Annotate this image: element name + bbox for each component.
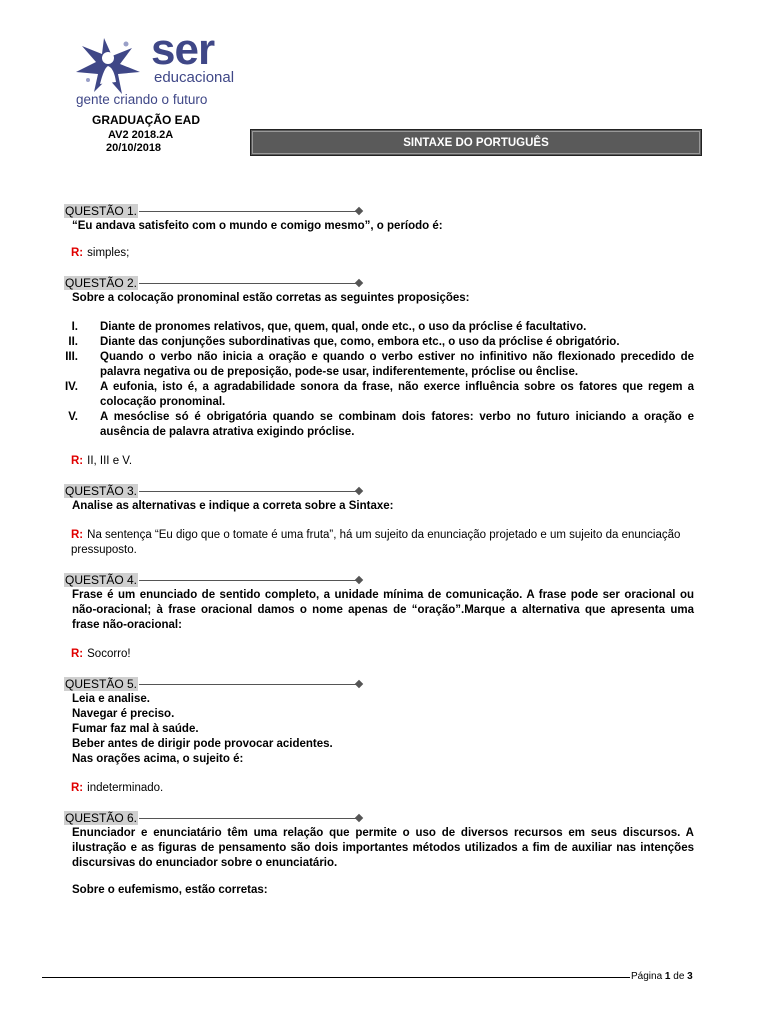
brand-logo <box>74 25 235 110</box>
answer-label: R: <box>71 455 84 467</box>
star-person-logo-icon <box>74 36 146 94</box>
question-6 <box>64 810 694 898</box>
question-divider-arrow <box>139 684 359 685</box>
question-text-line: Beber antes de dirigir pode provocar acidentes. <box>72 738 333 750</box>
question-text-line: Leia e analise. <box>72 693 150 705</box>
brand-name: ser <box>151 25 215 74</box>
answer <box>64 246 694 261</box>
question-label: QUESTÃO 5. <box>65 677 138 691</box>
answer <box>64 781 694 796</box>
question-text <box>64 588 694 633</box>
answer <box>64 454 694 469</box>
question-header <box>64 203 694 219</box>
question-header <box>64 275 694 291</box>
question-text <box>64 291 694 306</box>
question-text-line: Sobre a colocação pronominal estão corretas as seguintes proposições: <box>72 292 470 304</box>
question-header <box>64 810 694 826</box>
proposition-item <box>64 350 694 380</box>
question-1 <box>64 203 694 261</box>
question-text-line: Nas orações acima, o sujeito é: <box>72 753 244 765</box>
question-divider-arrow <box>139 818 359 819</box>
proposition-text: Diante de pronomes relativos, que, quem, qual, onde etc., o uso da próclise é facultativo. <box>100 321 587 333</box>
brand-sub: educacional <box>154 69 235 86</box>
question-divider-arrow <box>139 283 359 284</box>
question-subtext <box>64 883 694 898</box>
proposition-item <box>64 380 694 410</box>
proposition-item <box>64 410 694 440</box>
proposition-number: V. <box>68 411 78 423</box>
answer-label: R: <box>71 529 84 541</box>
question-text-line: Enunciador e enunciatário têm uma relação que permite o uso de diversos recursos em seus discursos. A ilustração e as figuras de pensamento são dois importantes métodos utilizados a fim de auxiliar nas intenções discursivas do enunciador sobre o enunciatário. <box>72 827 694 869</box>
question-text <box>64 826 694 871</box>
answer-text: indeterminado. <box>87 782 164 794</box>
question-header <box>64 572 694 588</box>
question-text-line: Frase é um enunciado de sentido completo, a unidade mínima de comunicação. A frase pode ser oracional ou não-oracional; à frase oracional damos o nome apenas de “oração”.Marque a alternativa que apresenta uma frase não-oracional: <box>72 589 694 631</box>
answer-label: R: <box>71 648 84 660</box>
proposition-text: A mesóclise só é obrigatória quando se combinam dois fatores: verbo no futuro iniciando a oração e ausência de palavra atrativa exigindo próclise. <box>100 411 694 438</box>
propositions-list <box>64 320 694 440</box>
proposition-number: II. <box>68 336 78 348</box>
answer-text: II, III e V. <box>87 455 133 467</box>
answer-text: Na sentença “Eu digo que o tomate é uma fruta”, há um sujeito da enunciação projetado e um sujeito da enunciação pressuposto. <box>71 529 681 556</box>
question-divider-arrow <box>139 491 359 492</box>
question-divider-arrow <box>139 211 359 212</box>
footer-divider <box>42 977 630 978</box>
questions-list <box>64 203 694 910</box>
question-text-line: Fumar faz mal à saúde. <box>72 723 199 735</box>
page-of-label: de <box>673 971 685 982</box>
question-text-line: Sobre o eufemismo, estão corretas: <box>72 884 268 896</box>
page-number <box>631 971 693 983</box>
answer <box>64 647 694 662</box>
question-header <box>64 676 694 692</box>
question-label: QUESTÃO 6. <box>65 811 138 825</box>
page-total: 3 <box>687 971 693 982</box>
answer <box>64 528 694 558</box>
question-label: QUESTÃO 3. <box>65 484 138 498</box>
answer-text: Socorro! <box>87 648 131 660</box>
answer-label: R: <box>71 247 84 259</box>
subject-title: SINTAXE DO PORTUGUÊS <box>250 129 702 156</box>
brand-tagline: gente criando o futuro <box>76 92 208 107</box>
exam-date: 20/10/2018 <box>106 142 162 154</box>
answer-text: simples; <box>87 247 130 259</box>
question-text <box>64 692 694 767</box>
question-text-line: “Eu andava satisfeito com o mundo e comigo mesmo”, o período é: <box>72 220 443 232</box>
page-current: 1 <box>664 971 671 982</box>
question-text <box>64 499 694 514</box>
proposition-number: I. <box>71 321 78 333</box>
answer-label: R: <box>71 782 84 794</box>
page-label: Página <box>631 971 663 982</box>
question-label: QUESTÃO 1. <box>65 204 138 218</box>
question-label: QUESTÃO 2. <box>65 276 138 290</box>
proposition-item <box>64 320 694 335</box>
question-text-line: Analise as alternativas e indique a correta sobre a Sintaxe: <box>72 500 394 512</box>
question-5 <box>64 676 694 796</box>
proposition-item <box>64 335 694 350</box>
question-3 <box>64 483 694 558</box>
question-text <box>64 219 694 234</box>
question-header <box>64 483 694 499</box>
proposition-number: IV. <box>64 381 78 393</box>
proposition-text: A eufonia, isto é, a agradabilidade sonora da frase, não exerce influência sobre os fatores que regem a colocação pronominal. <box>100 381 694 408</box>
question-text-line: Navegar é preciso. <box>72 708 175 720</box>
program-title: GRADUAÇÃO EAD <box>92 113 200 127</box>
question-label: QUESTÃO 4. <box>65 573 138 587</box>
exam-info <box>92 114 200 155</box>
exam-code: AV2 2018.2A <box>108 129 174 141</box>
proposition-number: III. <box>65 351 78 363</box>
question-2 <box>64 275 694 469</box>
question-4 <box>64 572 694 662</box>
spacer <box>64 871 694 883</box>
proposition-text: Quando o verbo não inicia a oração e quando o verbo estiver no infinitivo não flexionado precedido de palavra negativa ou de preposição, pode-se usar, indiferentemente, próclise ou ênclise. <box>100 351 694 378</box>
proposition-text: Diante das conjunções subordinativas que, como, embora etc., o uso da próclise é obrigatório. <box>100 336 620 348</box>
question-divider-arrow <box>139 580 359 581</box>
